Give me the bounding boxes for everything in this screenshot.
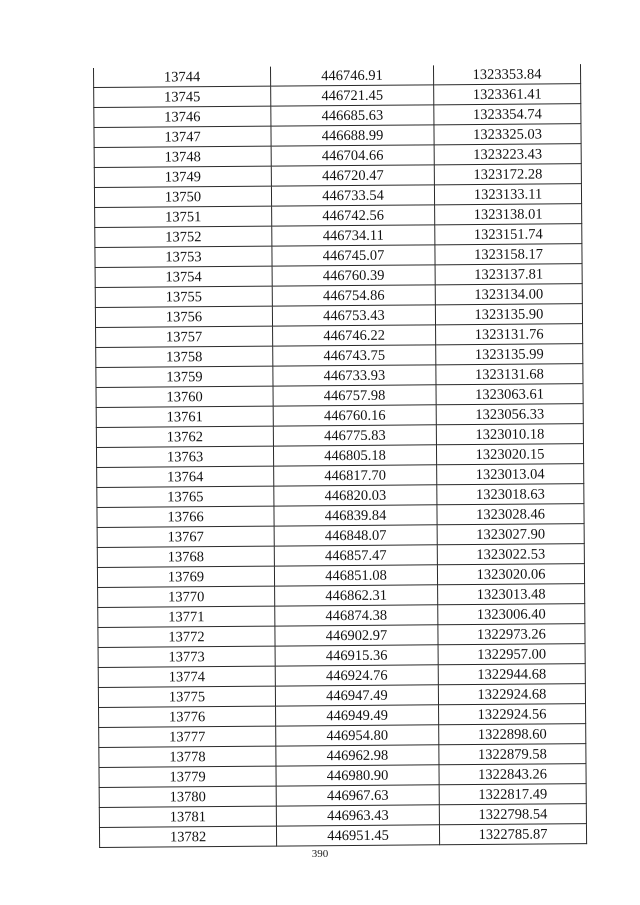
point-id-cell: 13745: [94, 86, 271, 107]
point-id-cell: 13775: [98, 686, 275, 707]
x-coordinate-cell: 446962.98: [276, 745, 439, 766]
x-coordinate-cell: 446743.75: [273, 345, 436, 366]
x-coordinate-cell: 446734.11: [272, 225, 435, 246]
point-id-cell: 13761: [96, 406, 273, 427]
y-coordinate-cell: 1323056.33: [436, 404, 583, 425]
point-id-cell: 13768: [97, 546, 274, 567]
x-coordinate-cell: 446839.84: [274, 505, 437, 526]
y-coordinate-cell: 1323361.41: [434, 84, 581, 105]
x-coordinate-cell: 446775.83: [273, 425, 436, 446]
y-coordinate-cell: 1322924.68: [438, 684, 585, 705]
point-id-cell: 13753: [95, 246, 272, 267]
x-coordinate-cell: 446817.70: [274, 465, 437, 486]
x-coordinate-cell: 446902.97: [275, 625, 438, 646]
point-id-cell: 13780: [99, 786, 276, 807]
point-id-cell: 13781: [99, 806, 276, 827]
x-coordinate-cell: 446733.54: [271, 185, 434, 206]
point-id-cell: 13744: [93, 67, 270, 88]
x-coordinate-cell: 446688.99: [271, 125, 434, 146]
x-coordinate-cell: 446753.43: [272, 305, 435, 326]
x-coordinate-cell: 446915.36: [275, 645, 438, 666]
y-coordinate-cell: 1323354.74: [434, 104, 581, 125]
point-id-cell: 13751: [95, 206, 272, 227]
y-coordinate-cell: 1322843.26: [439, 764, 586, 785]
x-coordinate-cell: 446963.43: [276, 805, 439, 826]
y-coordinate-cell: 1323133.11: [434, 184, 581, 205]
y-coordinate-cell: 1322898.60: [439, 724, 586, 745]
y-coordinate-cell: 1323325.03: [434, 124, 581, 145]
point-id-cell: 13773: [98, 646, 275, 667]
y-coordinate-cell: 1323353.84: [433, 64, 580, 85]
x-coordinate-cell: 446851.08: [274, 565, 437, 586]
y-coordinate-cell: 1323020.06: [437, 564, 584, 585]
y-coordinate-cell: 1323020.15: [436, 444, 583, 465]
x-coordinate-cell: 446947.49: [275, 685, 438, 706]
x-coordinate-cell: 446805.18: [273, 445, 436, 466]
point-id-cell: 13774: [98, 666, 275, 687]
point-id-cell: 13778: [99, 746, 276, 767]
y-coordinate-cell: 1322798.54: [439, 804, 586, 825]
x-coordinate-cell: 446954.80: [276, 725, 439, 746]
point-id-cell: 13755: [95, 286, 272, 307]
point-id-cell: 13764: [97, 466, 274, 487]
x-coordinate-cell: 446949.49: [276, 705, 439, 726]
x-coordinate-cell: 446746.91: [270, 65, 433, 86]
y-coordinate-cell: 1323013.48: [438, 584, 585, 605]
y-coordinate-cell: 1323022.53: [437, 544, 584, 565]
x-coordinate-cell: 446733.93: [273, 365, 436, 386]
y-coordinate-cell: 1323223.43: [434, 144, 581, 165]
y-coordinate-cell: 1323010.18: [436, 424, 583, 445]
x-coordinate-cell: 446924.76: [275, 665, 438, 686]
x-coordinate-cell: 446857.47: [274, 545, 437, 566]
x-coordinate-cell: 446967.63: [276, 785, 439, 806]
x-coordinate-cell: 446760.16: [273, 405, 436, 426]
x-coordinate-cell: 446685.63: [271, 105, 434, 126]
y-coordinate-cell: 1323018.63: [437, 484, 584, 505]
point-id-cell: 13746: [94, 106, 271, 127]
x-coordinate-cell: 446848.07: [274, 525, 437, 546]
y-coordinate-cell: 1322944.68: [438, 664, 585, 685]
point-id-cell: 13750: [94, 186, 271, 207]
y-coordinate-cell: 1323063.61: [436, 384, 583, 405]
y-coordinate-cell: 1323013.04: [437, 464, 584, 485]
y-coordinate-cell: 1322973.26: [438, 624, 585, 645]
x-coordinate-cell: 446874.38: [275, 605, 438, 626]
y-coordinate-cell: 1323137.81: [435, 264, 582, 285]
x-coordinate-cell: 446746.22: [273, 325, 436, 346]
y-coordinate-cell: 1323135.99: [436, 344, 583, 365]
point-id-cell: 13757: [96, 326, 273, 347]
y-coordinate-cell: 1323006.40: [438, 604, 585, 625]
x-coordinate-cell: 446980.90: [276, 765, 439, 786]
y-coordinate-cell: 1322785.87: [439, 824, 586, 845]
point-id-cell: 13767: [97, 526, 274, 547]
point-id-cell: 13777: [99, 726, 276, 747]
y-coordinate-cell: 1323027.90: [437, 524, 584, 545]
x-coordinate-cell: 446720.47: [271, 165, 434, 186]
point-id-cell: 13770: [98, 586, 275, 607]
y-coordinate-cell: 1323134.00: [435, 284, 582, 305]
point-id-cell: 13762: [96, 426, 273, 447]
point-id-cell: 13758: [96, 346, 273, 367]
y-coordinate-cell: 1323131.76: [436, 324, 583, 345]
x-coordinate-cell: 446951.45: [276, 825, 439, 846]
x-coordinate-cell: 446745.07: [272, 245, 435, 266]
y-coordinate-cell: 1322957.00: [438, 644, 585, 665]
x-coordinate-cell: 446742.56: [272, 205, 435, 226]
point-id-cell: 13779: [99, 766, 276, 787]
coordinate-table: [93, 64, 587, 848]
x-coordinate-cell: 446721.45: [271, 85, 434, 106]
point-id-cell: 13776: [99, 706, 276, 727]
point-id-cell: 13756: [95, 306, 272, 327]
y-coordinate-cell: 1323135.90: [435, 304, 582, 325]
point-id-cell: 13752: [95, 226, 272, 247]
y-coordinate-cell: 1323158.17: [435, 244, 582, 265]
x-coordinate-cell: 446862.31: [275, 585, 438, 606]
x-coordinate-cell: 446820.03: [274, 485, 437, 506]
point-id-cell: 13766: [97, 506, 274, 527]
point-id-cell: 13748: [94, 146, 271, 167]
point-id-cell: 13754: [95, 266, 272, 287]
point-id-cell: 13747: [94, 126, 271, 147]
x-coordinate-cell: 446757.98: [273, 385, 436, 406]
page-number: 390: [311, 848, 329, 860]
point-id-cell: 13772: [98, 626, 275, 647]
y-coordinate-cell: 1323028.46: [437, 504, 584, 525]
point-id-cell: 13749: [94, 166, 271, 187]
x-coordinate-cell: 446760.39: [272, 265, 435, 286]
point-id-cell: 13782: [99, 826, 276, 847]
point-id-cell: 13771: [98, 606, 275, 627]
y-coordinate-cell: 1322924.56: [439, 704, 586, 725]
point-id-cell: 13769: [97, 566, 274, 587]
y-coordinate-cell: 1323138.01: [435, 204, 582, 225]
point-id-cell: 13763: [96, 446, 273, 467]
point-id-cell: 13765: [97, 486, 274, 507]
y-coordinate-cell: 1322817.49: [439, 784, 586, 805]
y-coordinate-cell: 1322879.58: [439, 744, 586, 765]
y-coordinate-cell: 1323131.68: [436, 364, 583, 385]
table-row: [99, 824, 586, 848]
x-coordinate-cell: 446704.66: [271, 145, 434, 166]
y-coordinate-cell: 1323172.28: [434, 164, 581, 185]
coordinate-table-body: [93, 64, 586, 847]
point-id-cell: 13760: [96, 386, 273, 407]
y-coordinate-cell: 1323151.74: [435, 224, 582, 245]
x-coordinate-cell: 446754.86: [272, 285, 435, 306]
point-id-cell: 13759: [96, 366, 273, 387]
